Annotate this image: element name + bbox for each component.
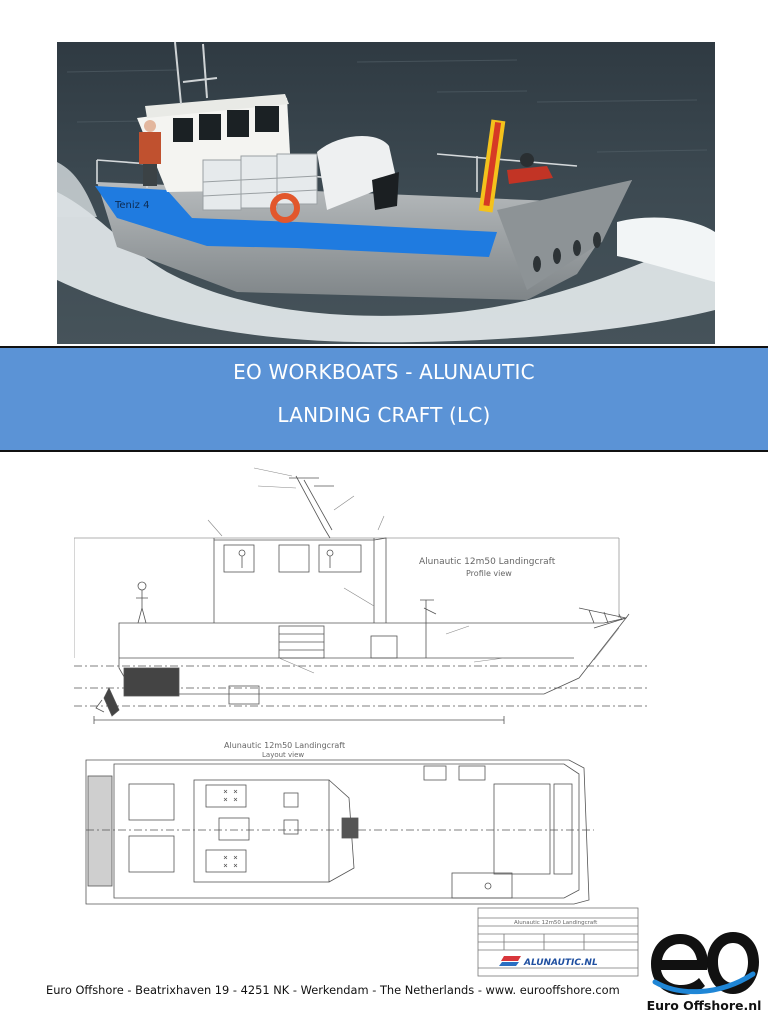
profile-view-subtitle: Profile view <box>466 569 512 578</box>
euro-offshore-logo <box>645 930 763 1018</box>
profile-view <box>74 476 649 724</box>
title-block-heading: Alunautic 12m50 Landingcraft <box>514 920 598 926</box>
logo-caption: Euro Offshore.nl <box>646 998 762 1013</box>
landing-craft-photo <box>57 42 715 344</box>
layout-view <box>86 760 594 904</box>
footer-address: Euro Offshore - Beatrixhaven 19 - 4251 NK - Werkendam - The Netherlands - www. eurooffshore.com <box>46 983 620 997</box>
layout-view-title: Alunautic 12m50 Landingcraft <box>224 741 346 750</box>
banner-title-line1: EO WORKBOATS - ALUNAUTIC <box>233 360 535 384</box>
layout-view-subtitle: Layout view <box>262 751 305 759</box>
alunautic-logo <box>499 956 598 968</box>
profile-view-title: Alunautic 12m50 Landingcraft <box>419 557 556 567</box>
hull-name: Teniz 4 <box>115 200 150 211</box>
alunautic-brand: ALUNAUTIC.NL <box>524 958 598 968</box>
eo-logo-mark <box>649 930 759 996</box>
technical-drawing <box>74 458 654 980</box>
title-banner <box>0 346 768 452</box>
boat-photo <box>57 42 715 344</box>
landing-craft-drawing <box>74 458 654 980</box>
banner-title-line2: LANDING CRAFT (LC) <box>277 403 491 427</box>
